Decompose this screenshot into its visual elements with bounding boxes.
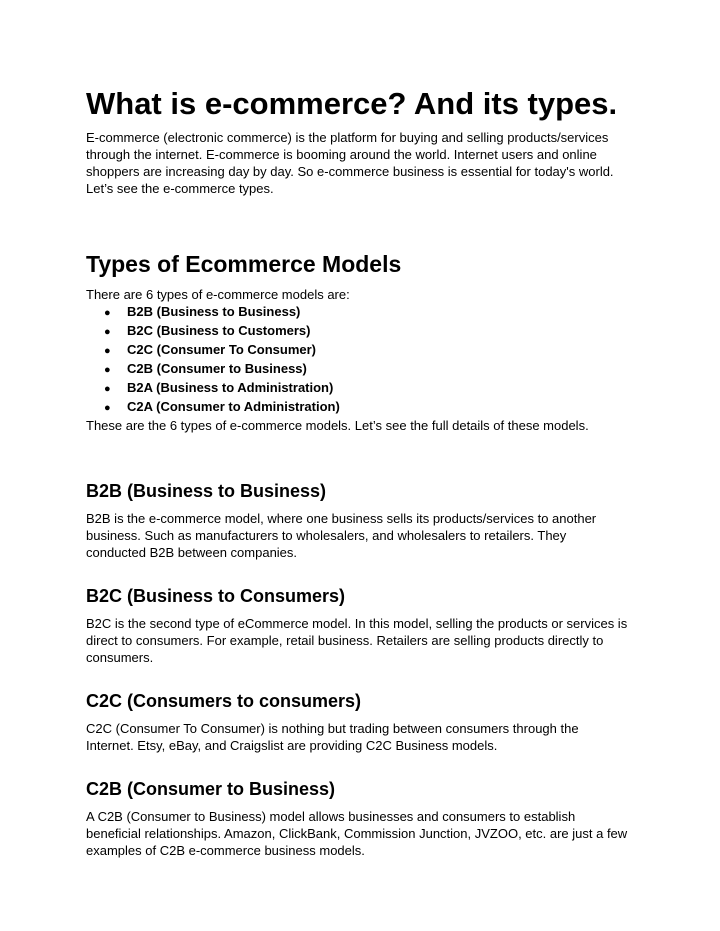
- list-item: [104, 322, 628, 341]
- list-item-label: B2A (Business to Administration): [127, 380, 334, 395]
- section-body-b2c: B2C is the second type of eCommerce model. In this model, selling the products or services is direct to consumers. For example, retail business. Retailers are selling products directly to consumers.: [86, 616, 628, 665]
- section-heading-b2b: B2B (Business to Business): [86, 481, 327, 501]
- list-item: [104, 341, 628, 360]
- bullet-icon: ●: [104, 364, 111, 376]
- bullet-icon: ●: [104, 326, 111, 338]
- page-title: What is e-commerce? And its types.: [86, 86, 618, 121]
- section-body-b2b: B2B is the e-commerce model, where one business sells its products/services to another business. Such as manufacturers to wholesalers, and wholesalers to retailers. They conducted B2B between companies.: [86, 511, 597, 560]
- types-list: [86, 303, 628, 417]
- section-body-c2b: A C2B (Consumer to Business) model allows businesses and consumers to establish beneficial relationships. Amazon, ClickBank, Commission Junction, JVZOO, etc. are just a few examples of C2B e-commerce business models.: [86, 809, 628, 858]
- list-item-label: C2C (Consumer To Consumer): [127, 342, 316, 357]
- bullet-icon: ●: [104, 402, 111, 414]
- types-lead-text: There are 6 types of e-commerce models are:: [86, 287, 350, 302]
- bullet-icon: ●: [104, 383, 111, 395]
- list-item: [104, 360, 628, 379]
- section-heading-c2c: C2C (Consumers to consumers): [86, 691, 362, 711]
- list-item-label: C2A (Consumer to Administration): [127, 399, 340, 414]
- list-item-label: C2B (Consumer to Business): [127, 361, 307, 376]
- section-heading-b2c: B2C (Business to Consumers): [86, 586, 346, 606]
- list-item-label: B2C (Business to Customers): [127, 323, 311, 338]
- list-item-label: B2B (Business to Business): [127, 304, 301, 319]
- bullet-icon: ●: [104, 307, 111, 319]
- list-item: [104, 303, 628, 322]
- section-heading-c2b: C2B (Consumer to Business): [86, 779, 336, 799]
- bullet-icon: ●: [104, 345, 111, 357]
- section-body-c2c: C2C (Consumer To Consumer) is nothing but trading between consumers through the Internet. Etsy, eBay, and Craigslist are providing C2C Business models.: [86, 721, 579, 753]
- intro-paragraph: E-commerce (electronic commerce) is the platform for buying and selling products/services through the internet. E-commerce is booming around the world. Internet users and online shoppers are increasing day by day. So e-commerce business is essential for today's world. Let’s see the e-commerce types.: [86, 130, 614, 196]
- types-trail-text: These are the 6 types of e-commerce models. Let’s see the full details of these models.: [86, 418, 589, 433]
- list-item: [104, 398, 628, 417]
- list-item: [104, 379, 628, 398]
- types-heading: Types of Ecommerce Models: [86, 251, 402, 277]
